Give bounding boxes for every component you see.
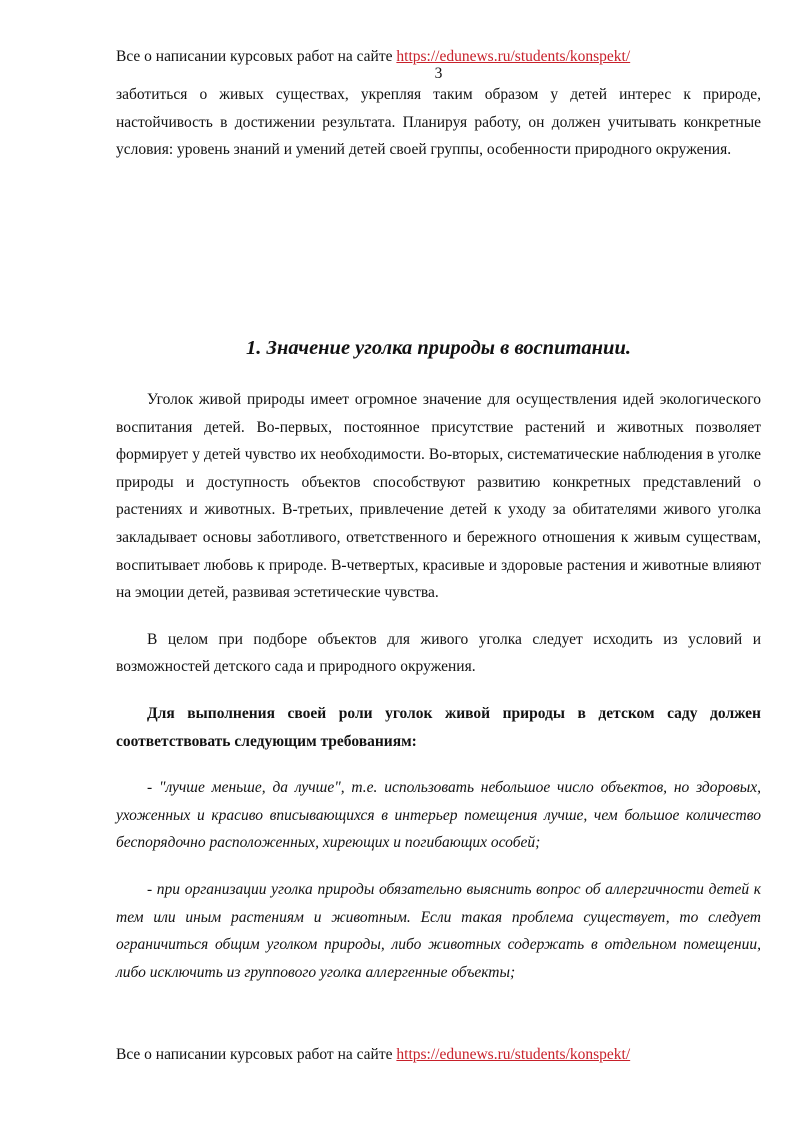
header-link[interactable]: https://edunews.ru/students/konspekt/ [396, 48, 631, 65]
requirements-intro: Для выполнения своей роли уголок живой природы в детском саду должен соответствовать следующим требованиям: [116, 704, 761, 750]
section-heading: 1. Значение уголка природы в воспитании. [246, 337, 631, 359]
page-number: 3 [434, 65, 443, 82]
paragraph-importance: Уголок живой природы имеет огромное значение для осуществления идей экологического воспитания детей. Во-первых, постоянное присутствие растений и животных позволяет формирует у детей чувство их необходимости. Во-вторых, систематические наблюдения в уголке природы и доступность объектов способствуют развитию конкретных представлений о растениях и животных. В-третьих, привлечение детей к уходу за обитателями живого уголка закладывает основы заботливого, ответственного и бережного отношения к живым существам, воспитывает любовь к природе. В-четвертых, красивые и здоровые растения и животные влияют на эмоции детей, развивая эстетические чувства. [116, 391, 761, 602]
page-footer [116, 1045, 630, 1065]
paragraph-selection: В целом при подборе объектов для живого уголка следует исходить из условий и возможностей детского сада и природного окружения. [116, 630, 761, 676]
continuation-paragraph: заботиться о живых существах, укрепляя таким образом у детей интерес к природе, настойчивость в достижении результата. Планируя работу, он должен учитывать конкретные условия: уровень знаний и умений детей своей группы, особенности природного окружения. [116, 86, 761, 159]
document-page [116, 0, 761, 1131]
page-header [116, 47, 630, 67]
requirement-item: - "лучше меньше, да лучше", т.е. использовать небольшое число объектов, но здоровых, ухоженных и красиво вписывающихся в интерьер помещения лучше, чем большое количество беспорядочно расположенных, хиреющих и погибающих особей; [116, 779, 761, 852]
footer-link[interactable]: https://edunews.ru/students/konspekt/ [396, 1046, 631, 1063]
header-text: Все о написании курсовых работ на сайте [116, 48, 397, 65]
section-body [116, 386, 761, 986]
requirement-item: - при организации уголка природы обязательно выяснить вопрос об аллергичности детей к тем или иным растениям и животным. Если такая проблема существует, то следует ограничиться общим уголком природы, либо животных содержать в отдельном помещении, либо исключить из группового уголка аллергенные объекты; [116, 880, 761, 981]
footer-text: Все о написании курсовых работ на сайте [116, 1046, 397, 1063]
